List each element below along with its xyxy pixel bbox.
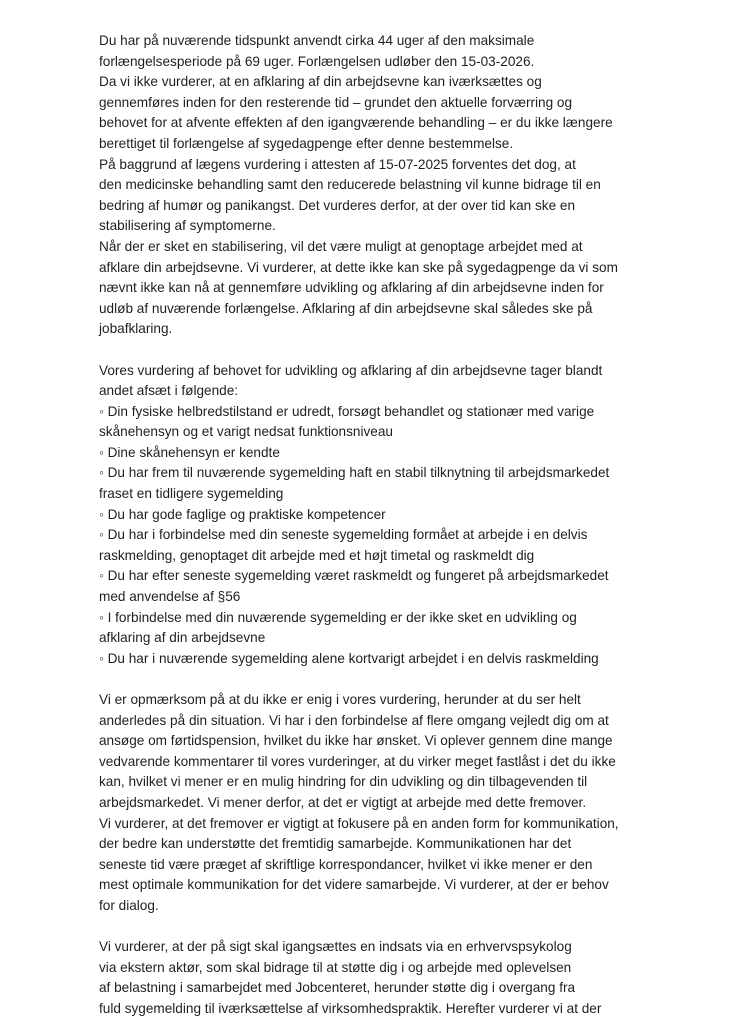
text-line: Vi er opmærksom på at du ikke er enig i vores vurdering, herunder at du ser helt	[99, 692, 581, 707]
text-line: Da vi ikke vurderer, at en afklaring af din arbejdsevne kan iværksættes og	[99, 74, 542, 90]
text-line: udløb af nuværende forlængelse. Afklaring af din arbejdsevne skal således ske på	[99, 300, 593, 316]
text-line: seneste tid være præget af skriftlige korrespondancer, hvilket vi ikke mener er den	[99, 856, 593, 872]
bullet-item: ◦ Din fysiske helbredstilstand er udredt, forsøgt behandlet og stationær med varige	[99, 403, 595, 419]
text-line: Vi vurderer, at det fremover er vigtigt at fokusere på en anden form for kommunikation,	[99, 815, 619, 831]
text-line: ansøge om førtidspension, hvilket du ikke har ønsket. Vi oplever gennem dine mange	[99, 733, 613, 749]
text-line: Vores vurdering af behovet for udvikling og afklaring af din arbejdsevne tager blandt	[99, 362, 603, 378]
bullet-item: ◦ Du har i nuværende sygemelding alene kortvarigt arbejdet i en delvis raskmelding	[99, 650, 599, 666]
text-line: kan, hvilket vi mener er en mulig hindring for din udvikling og din tilbagevenden til	[99, 774, 588, 790]
bullet-item: ◦ Dine skånehensyn er kendte	[99, 444, 280, 460]
text-line: berettiget til forlængelse af sygedagpenge efter denne bestemmelse.	[99, 135, 514, 151]
text-line: Vi vurderer, at der på sigt skal igangsættes en indsats via en erhvervspsykolog	[99, 939, 572, 955]
text-line: raskmelding, genoptaget dit arbejde med et højt timetal og raskmeldt dig	[99, 547, 535, 563]
document-page	[99, 31, 699, 1020]
text-line: vedvarende kommentarer til vores vurderinger, at du virker meget fastlåst i det du ikke	[99, 753, 616, 769]
text-line: Du har på nuværende tidspunkt anvendt cirka 44 uger af den maksimale	[99, 33, 535, 48]
text-line: fuld sygemelding til iværksættelse af virksomhedspraktik. Herefter vurderer vi at der	[99, 1000, 602, 1016]
text-line: via ekstern aktør, som skal bidrage til at støtte dig i og arbejde med oplevelsen	[99, 959, 572, 975]
text-line: med anvendelse af §56	[99, 589, 241, 605]
text-line: afklare din arbejdsevne. Vi vurderer, at dette ikke kan ske på sygedagpenge da vi som	[99, 259, 618, 275]
paragraph-gap	[99, 340, 699, 361]
text-line: fraset en tidligere sygemelding	[99, 486, 284, 502]
text-line: stabilisering af symptomerne.	[99, 218, 276, 234]
text-line: skånehensyn og et varigt nedsat funktionsniveau	[99, 424, 393, 440]
paragraph-psychologist-effort	[99, 937, 699, 1019]
text-line: mest optimale kommunikation for det videre samarbejde. Vi vurderer, at der er behov	[99, 877, 609, 893]
text-line: der bedre kan understøtte det fremtidig samarbejde. Kommunikationen har det	[99, 836, 572, 852]
text-line: afklaring af din arbejdsevne	[99, 630, 266, 646]
text-line: andet afsæt i følgende:	[99, 383, 239, 399]
paragraph-gap	[99, 917, 699, 938]
bullet-item: ◦ Du har i forbindelse med din seneste sygemelding formået at arbejde i en delvis	[99, 527, 588, 543]
bullet-item: ◦ Du har efter seneste sygemelding været raskmeldt og fungeret på arbejdsmarkedet	[99, 568, 609, 584]
text-line: bedring af humør og panikangst. Det vurderes derfor, at der over tid kan ske en	[99, 197, 576, 213]
bullet-item: ◦ Du har frem til nuværende sygemelding haft en stabil tilknytning til arbejdsmarkedet	[99, 465, 610, 481]
bullet-item: ◦ Du har gode faglige og praktiske kompetencer	[99, 506, 386, 522]
text-line: af belastning i samarbejdet med Jobcenteret, herunder støtte dig i overgang fra	[99, 980, 576, 996]
text-line: Når der er sket en stabilisering, vil det være muligt at genoptage arbejdet med at	[99, 238, 583, 254]
text-line: forlængelsesperiode på 69 uger. Forlængelsen udløber den 15-03-2026.	[99, 53, 535, 69]
paragraph-assessment-basis	[99, 361, 699, 670]
text-line: gennemføres inden for den resterende tid – grundet den aktuelle forværring og	[99, 94, 573, 110]
text-line: anderledes på din situation. Vi har i den forbindelse af flere omgang vejledt dig om at	[99, 712, 609, 728]
bullet-item: ◦ I forbindelse med din nuværende sygemelding er der ikke sket en udvikling og	[99, 609, 577, 625]
paragraph-disagreement-communication	[99, 690, 699, 917]
text-line: På baggrund af lægens vurdering i attesten af 15-07-2025 forventes det dog, at	[99, 156, 576, 172]
paragraph-gap	[99, 669, 699, 690]
text-line: den medicinske behandling samt den reducerede belastning vil kunne bidrage til en	[99, 177, 601, 193]
paragraph-extension-status	[99, 31, 699, 340]
text-line: for dialog.	[99, 897, 159, 913]
text-line: behovet for at afvente effekten af den igangværende behandling – er du ikke længere	[99, 115, 613, 131]
text-line: arbejdsmarkedet. Vi mener derfor, at det er vigtigt at arbejde med dette fremover.	[99, 794, 587, 810]
text-line: nævnt ikke kan nå at gennemføre udvikling og afklaring af din arbejdsevne inden for	[99, 280, 604, 296]
text-line: jobafklaring.	[99, 321, 173, 337]
